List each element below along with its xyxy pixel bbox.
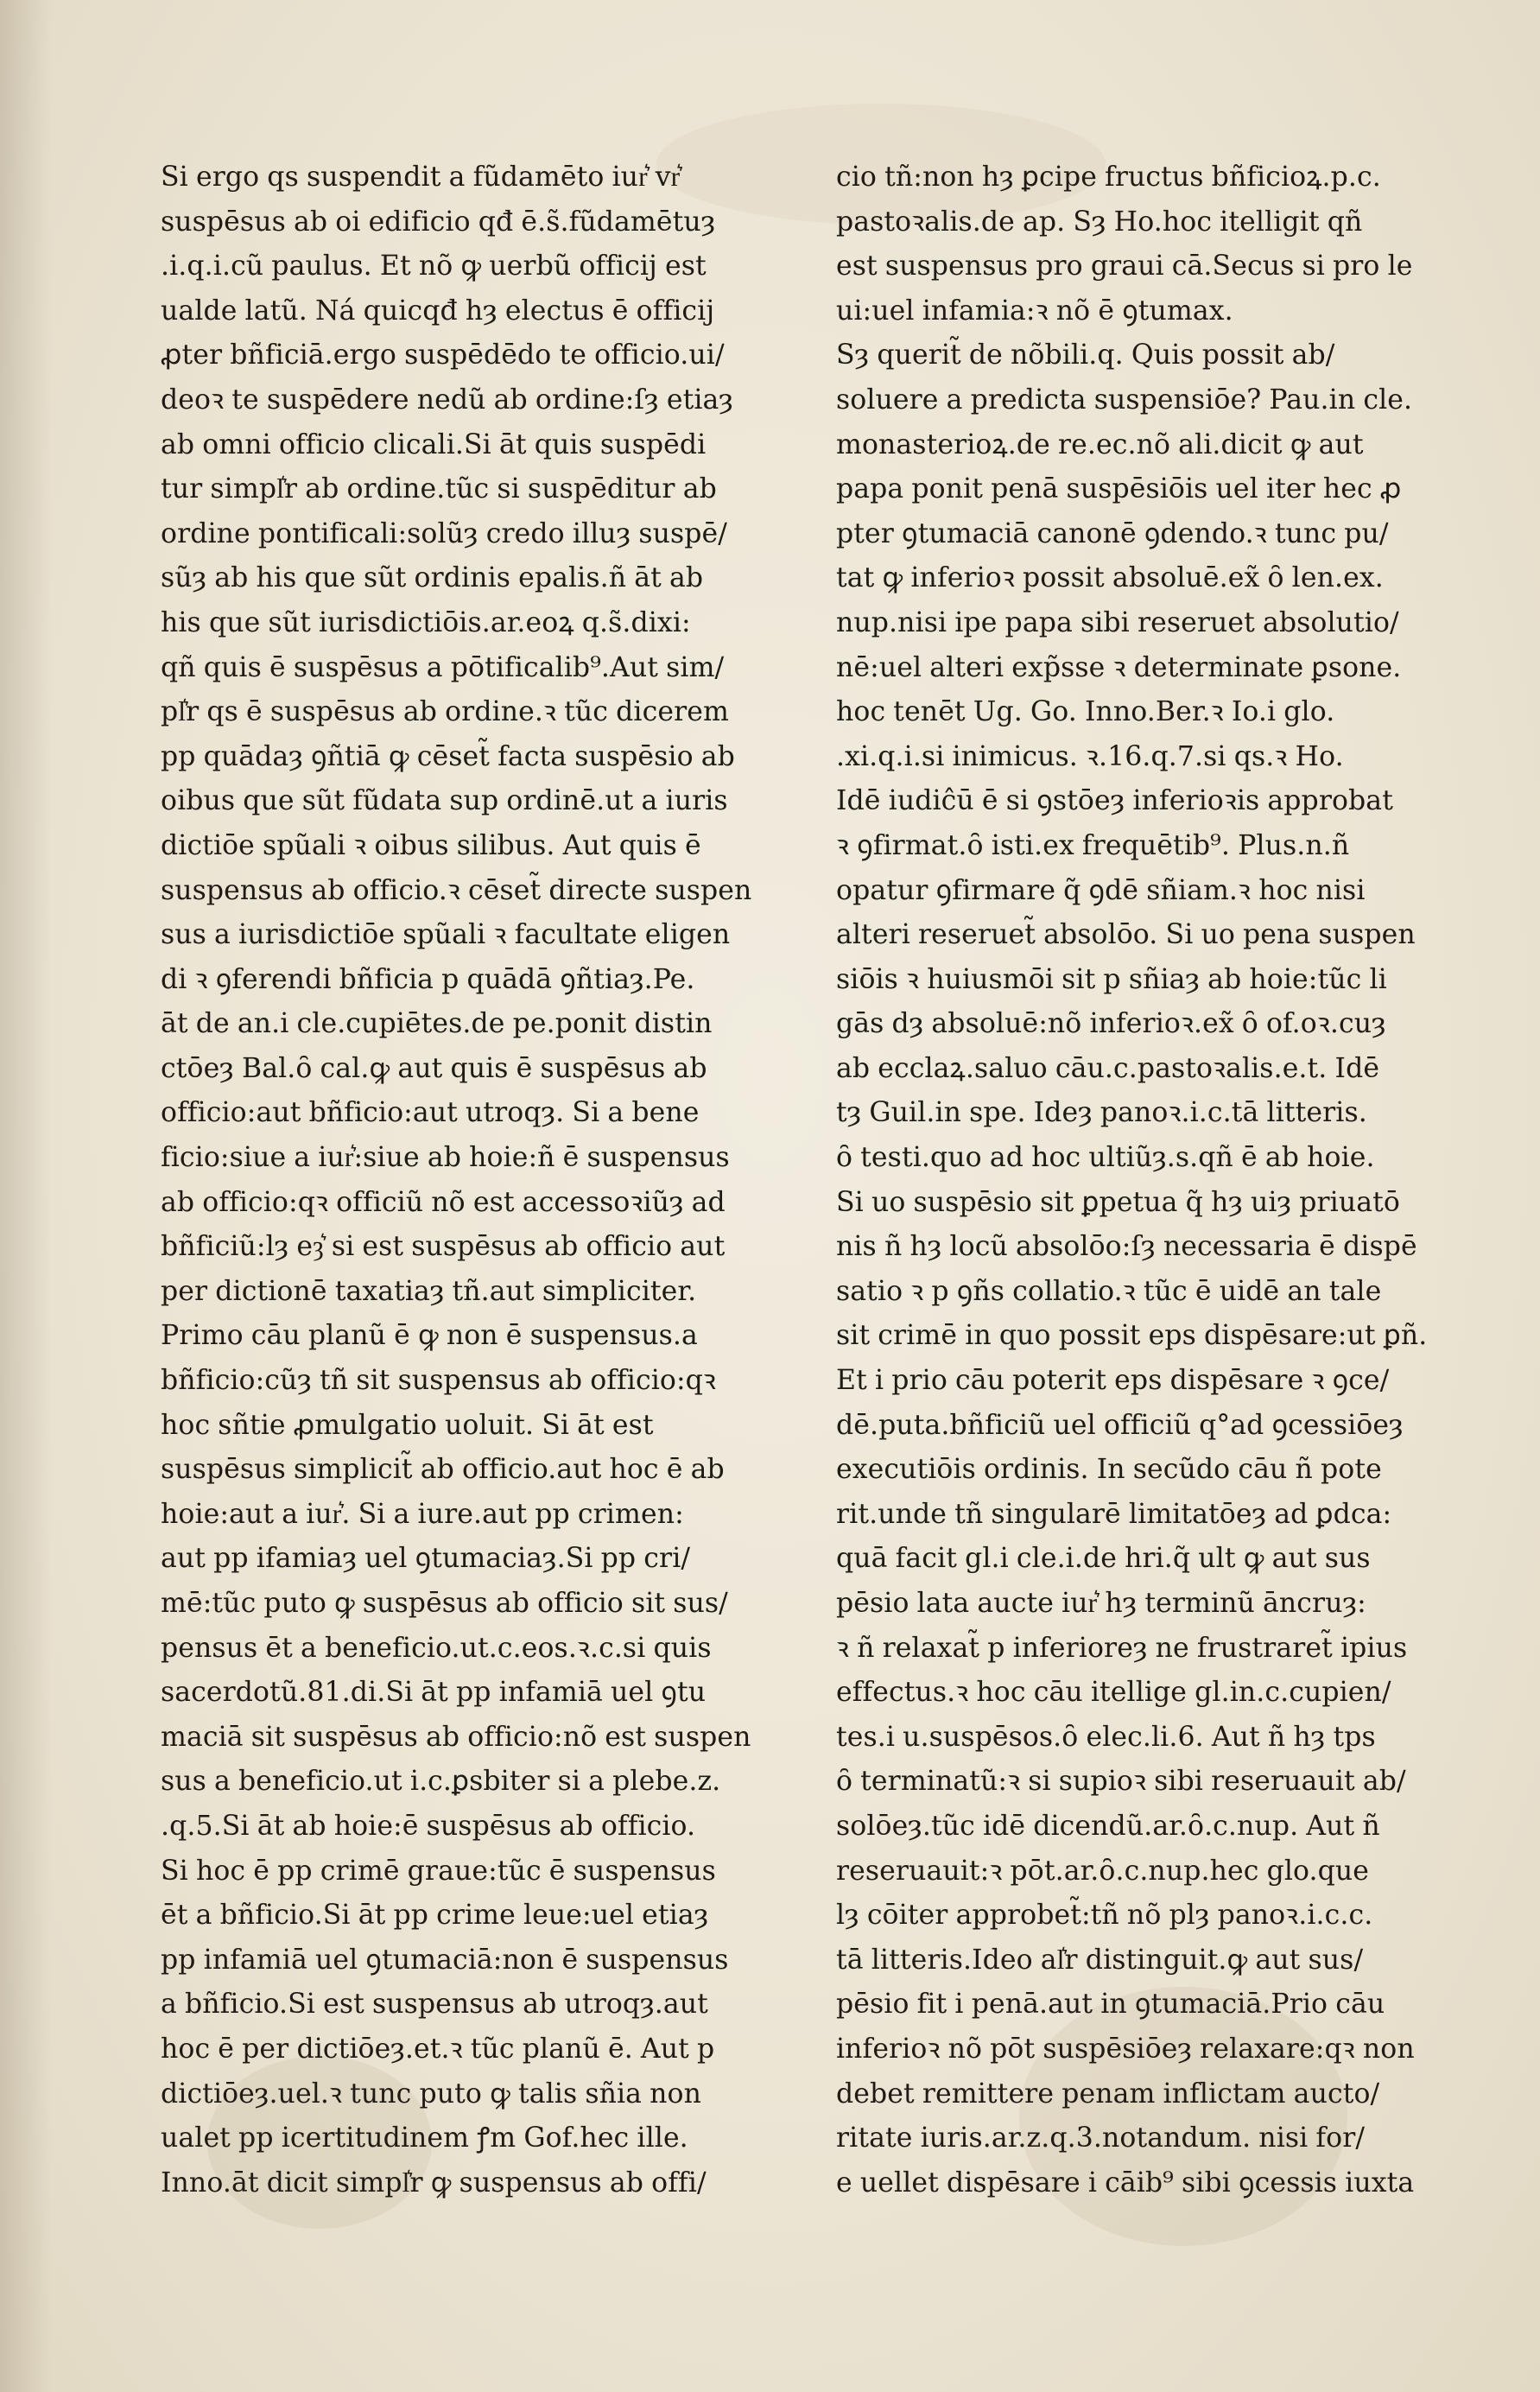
text-line: dē.puta.bñficiũ uel officiũ q°ad ꝯcessiōeȝ (836, 1409, 1404, 1441)
text-line: rit.unde tñ singularē limitatōeȝ ad ꝑdca: (836, 1498, 1392, 1530)
text-line: solōeȝ.tũc idē dicendũ.ar.ȏ.c.nup. Aut ñ (836, 1810, 1380, 1842)
text-line: bñficiũ:lȝ eȝ͛ si est suspēsus ab officio aut (161, 1231, 726, 1263)
text-line: pp quādaȝ ꝯñtiā ꝙ cēset̃ facta suspēsio ab (161, 740, 735, 772)
text-line: gās dȝ absoluē:nõ inferioꝛ.ex̃ ȏ of.oꝛ.cuȝ (836, 1008, 1386, 1040)
text-line: oibus que sũt fũdata sup ordinē.ut a iuris (161, 785, 728, 817)
text-line: pl͛r qs ē suspēsus ab ordine.ꝛ tũc dicerem (161, 696, 729, 728)
text-line: Inno.āt dicit simpl͛r ꝙ suspensus ab offi/ (161, 2167, 707, 2198)
text-line: aut pp ifamiaȝ uel ꝯtumaciaȝ.Si pp cri/ (161, 1543, 691, 1575)
text-line: ȏ testi.quo ad hoc ultiũȝ.s.qñ ē ab hoie. (836, 1142, 1375, 1174)
text-line: officio:aut bñficio:aut utroqȝ. Si a bene (161, 1097, 700, 1129)
text-line: dictiōe spũali ꝛ oibus silibus. Aut quis ē (161, 829, 701, 861)
text-line: his que sũt iurisdictiōis.ar.eoꝝ q.s̃.dixi: (161, 606, 691, 638)
text-line: hoc ē per dictiōeȝ.et.ꝛ tũc planũ ē. Aut p (161, 2033, 715, 2065)
text-line: nē:uel alteri exp̃sse ꝛ determinate ꝑsone. (836, 651, 1402, 683)
left-text-column (161, 155, 787, 2205)
text-line: nis ñ hȝ locũ absolōo:ſȝ necessaria ē dispē (836, 1231, 1417, 1263)
text-line: di ꝛ ꝯferendi bñficia p quādā ꝯñtiaȝ.Pe. (161, 963, 695, 995)
text-line: ab ecclaꝝ.saluo cāu.c.pastoꝛalis.e.t. Idē (836, 1052, 1380, 1084)
text-line: mē:tũc puto ꝙ suspēsus ab officio sit sus/ (161, 1588, 728, 1619)
text-line: sus a iurisdictiōe spũali ꝛ facultate eligen (161, 919, 731, 951)
text-line: .xi.q.i.si inimicus. ꝛ.16.q.7.si qs.ꝛ Ho. (836, 740, 1344, 772)
text-line: est suspensus pro graui cā.Secus si pro le (836, 251, 1413, 282)
text-line: ēt a bñficio.Si āt pp crime leue:uel etiaȝ (161, 1900, 709, 1932)
text-line: maciā sit suspēsus ab officio:nõ est suspen (161, 1721, 751, 1753)
text-line: sacerdotũ.81.di.Si āt pp infamiā uel ꝯtu (161, 1677, 707, 1709)
text-line: sus a beneficio.ut i.c.ꝑsbiter si a plebe.z. (161, 1766, 721, 1798)
text-line: Si hoc ē pp crimē graue:tũc ē suspensus (161, 1855, 716, 1887)
text-line: pēsio lata aucte iur͛ hȝ terminũ āncruȝ: (836, 1588, 1366, 1619)
text-line: Et i prio cāu poterit eps dispēsare ꝛ ꝯce/ (836, 1365, 1390, 1397)
text-line: alteri reseruet̃ absolōo. Si uo pena suspen (836, 919, 1416, 951)
text-line: per dictionē taxatiaȝ tñ.aut simpliciter. (161, 1275, 697, 1307)
text-line: Idē iudiĉū ē si ꝯstōeȝ inferioꝛis approbat (836, 785, 1393, 817)
text-line: pastoꝛalis.de ap. Sȝ Ho.hoc itelligit qñ (836, 206, 1363, 238)
text-line: executiōis ordinis. In secũdo cāu ñ pote (836, 1454, 1382, 1486)
text-line: pensus ēt a beneficio.ut.c.eos.ꝛ.c.si quis (161, 1632, 712, 1664)
text-line: monasterioꝝ.de re.ec.nõ ali.dicit ꝙ aut (836, 428, 1364, 460)
text-line: bñficio:cũȝ tñ sit suspensus ab officio:qꝛ (161, 1365, 716, 1397)
text-line: hoie:aut a iur͛. Si a iure.aut pp crimen: (161, 1498, 684, 1530)
text-line: tā litteris.Ideo al͛r distinguit.ꝙ aut sus/ (836, 1944, 1364, 1976)
text-line: siōis ꝛ huiusmōi sit p sñiaȝ ab hoie:tũc li (836, 963, 1387, 995)
text-line: ui:uel infamia:ꝛ nõ ē ꝯtumax. (836, 295, 1233, 327)
text-line: ꝓter bñficiā.ergo suspēdēdo te officio.ui/ (161, 339, 725, 371)
text-line: Si ergo qs suspendit a fũdamēto iur͛ vr͛ (161, 162, 681, 193)
text-line: ꝛ ꝯfirmat.ȏ isti.ex frequētib⁹. Plus.n.ñ (836, 829, 1350, 861)
text-line: ordine pontificali:solũȝ credo illuȝ suspē/ (161, 517, 727, 549)
text-line: sũȝ ab his que sũt ordinis epalis.ñ āt ab (161, 562, 704, 594)
binding-shadow (0, 0, 52, 2392)
text-line: pēsio fit i penā.aut in ꝯtumaciā.Prio cāu (836, 1989, 1385, 2021)
text-line: pp infamiā uel ꝯtumaciā:non ē suspensus (161, 1944, 729, 1976)
text-line: Si uo suspēsio sit ꝑpetua q̃ hȝ uiȝ priuatō (836, 1186, 1400, 1218)
text-line: āt de an.i cle.cupiētes.de pe.ponit distin (161, 1008, 713, 1040)
text-line: opatur ꝯfirmare q̃ ꝯdē sñiam.ꝛ hoc nisi (836, 874, 1366, 906)
text-line: lȝ cōiter approbet̃:tñ nõ plȝ panoꝛ.i.c.c. (836, 1900, 1373, 1932)
text-line: ualde latũ. Ná quicqđ hȝ electus ē officij (161, 295, 715, 327)
text-line: sit crimē in quo possit eps dispēsare:ut ꝑñ. (836, 1320, 1428, 1352)
text-line: e uellet dispēsare i cāib⁹ sibi ꝯcessis iuxta (836, 2167, 1415, 2198)
text-line: tur simpl͛r ab ordine.tũc si suspēditur ab (161, 473, 717, 505)
text-line: reseruauit:ꝛ pōt.ar.ȏ.c.nup.hec glo.que (836, 1855, 1370, 1887)
text-line: ꝛ ñ relaxat̃ p inferioreȝ ne frustraret̃ ipius (836, 1632, 1408, 1664)
text-line: tȝ Guil.in spe. Ideȝ panoꝛ.i.c.tā litteris. (836, 1097, 1367, 1129)
text-line: Sȝ querit̃ de nõbili.q. Quis possit ab/ (836, 339, 1335, 371)
text-line: .i.q.i.cũ paulus. Et nõ ꝙ uerbũ officij est (161, 251, 707, 282)
text-line: a bñficio.Si est suspensus ab utroqȝ.aut (161, 1989, 708, 2021)
text-line: ficio:siue a iur͛:siue ab hoie:ñ ē suspensus (161, 1142, 730, 1174)
text-line: suspensus ab officio.ꝛ cēset̃ directe suspen (161, 874, 752, 906)
right-text-column (836, 155, 1462, 2205)
text-line: quā facit gl.i cle.i.de hri.q̃ ult ꝙ aut sus (836, 1543, 1371, 1575)
text-line: dictiōeȝ.uel.ꝛ tunc puto ꝙ talis sñia non (161, 2078, 701, 2110)
text-line: hoc sñtie ꝓmulgatio uoluit. Si āt est (161, 1409, 654, 1441)
text-line: debet remittere penam inflictam aucto/ (836, 2078, 1380, 2110)
text-line: tat ꝙ inferioꝛ possit absoluē.ex̃ ȏ len.ex. (836, 562, 1384, 594)
text-line: nup.nisi ipe papa sibi reseruet absolutio/ (836, 606, 1399, 638)
text-line: qñ quis ē suspēsus a pōtificalib⁹.Aut sim/ (161, 651, 725, 683)
text-line: deoꝛ te suspēdere nedũ ab ordine:ſȝ etiaȝ (161, 384, 733, 416)
text-line: ualet pp icertitudinem ꝭm Gof.hec ille. (161, 2122, 688, 2154)
text-line: .q.5.Si āt ab hoie:ē suspēsus ab officio. (161, 1810, 696, 1842)
text-line: Primo cāu planũ ē ꝙ non ē suspensus.a (161, 1320, 698, 1352)
text-line: satio ꝛ p ꝯñs collatio.ꝛ tũc ē uidē an tale (836, 1275, 1382, 1307)
text-line: soluere a predicta suspensiōe? Pau.in cle. (836, 384, 1413, 416)
text-line: ritate iuris.ar.z.q.3.notandum. nisi for/ (836, 2122, 1366, 2154)
text-line: suspēsus simplicit̃ ab officio.aut hoc ē ab (161, 1454, 725, 1486)
text-line: papa ponit penā suspēsiōis uel iter hec ꝓ (836, 473, 1402, 505)
text-line: ab officio:qꝛ officiũ nõ est accessoꝛiũȝ ad (161, 1186, 726, 1218)
text-line: ctōeȝ Bal.ȏ cal.ꝙ aut quis ē suspēsus ab (161, 1052, 707, 1084)
text-line: inferioꝛ nõ pōt suspēsiōeȝ relaxare:qꝛ non (836, 2033, 1415, 2065)
text-line: ab omni officio clicali.Si āt quis suspēdi (161, 428, 707, 460)
text-line: effectus.ꝛ hoc cāu itellige gl.in.c.cupien/ (836, 1677, 1391, 1709)
text-line: pter ꝯtumaciā canonē ꝯdendo.ꝛ tunc pu/ (836, 517, 1389, 549)
text-line: cio tñ:non hȝ ꝑcipe fructus bñficioꝝ.p.c. (836, 162, 1381, 193)
text-line: tes.i u.suspēsos.ȏ elec.li.6. Aut ñ hȝ tps (836, 1721, 1376, 1753)
text-line: ȏ terminatũ:ꝛ si supioꝛ sibi reseruauit ab/ (836, 1766, 1406, 1798)
text-line: suspēsus ab oi edificio qđ ē.s̃.fũdamētuȝ (161, 206, 716, 238)
text-line: hoc tenēt Ug. Go. Inno.Ber.ꝛ Io.i glo. (836, 696, 1335, 728)
